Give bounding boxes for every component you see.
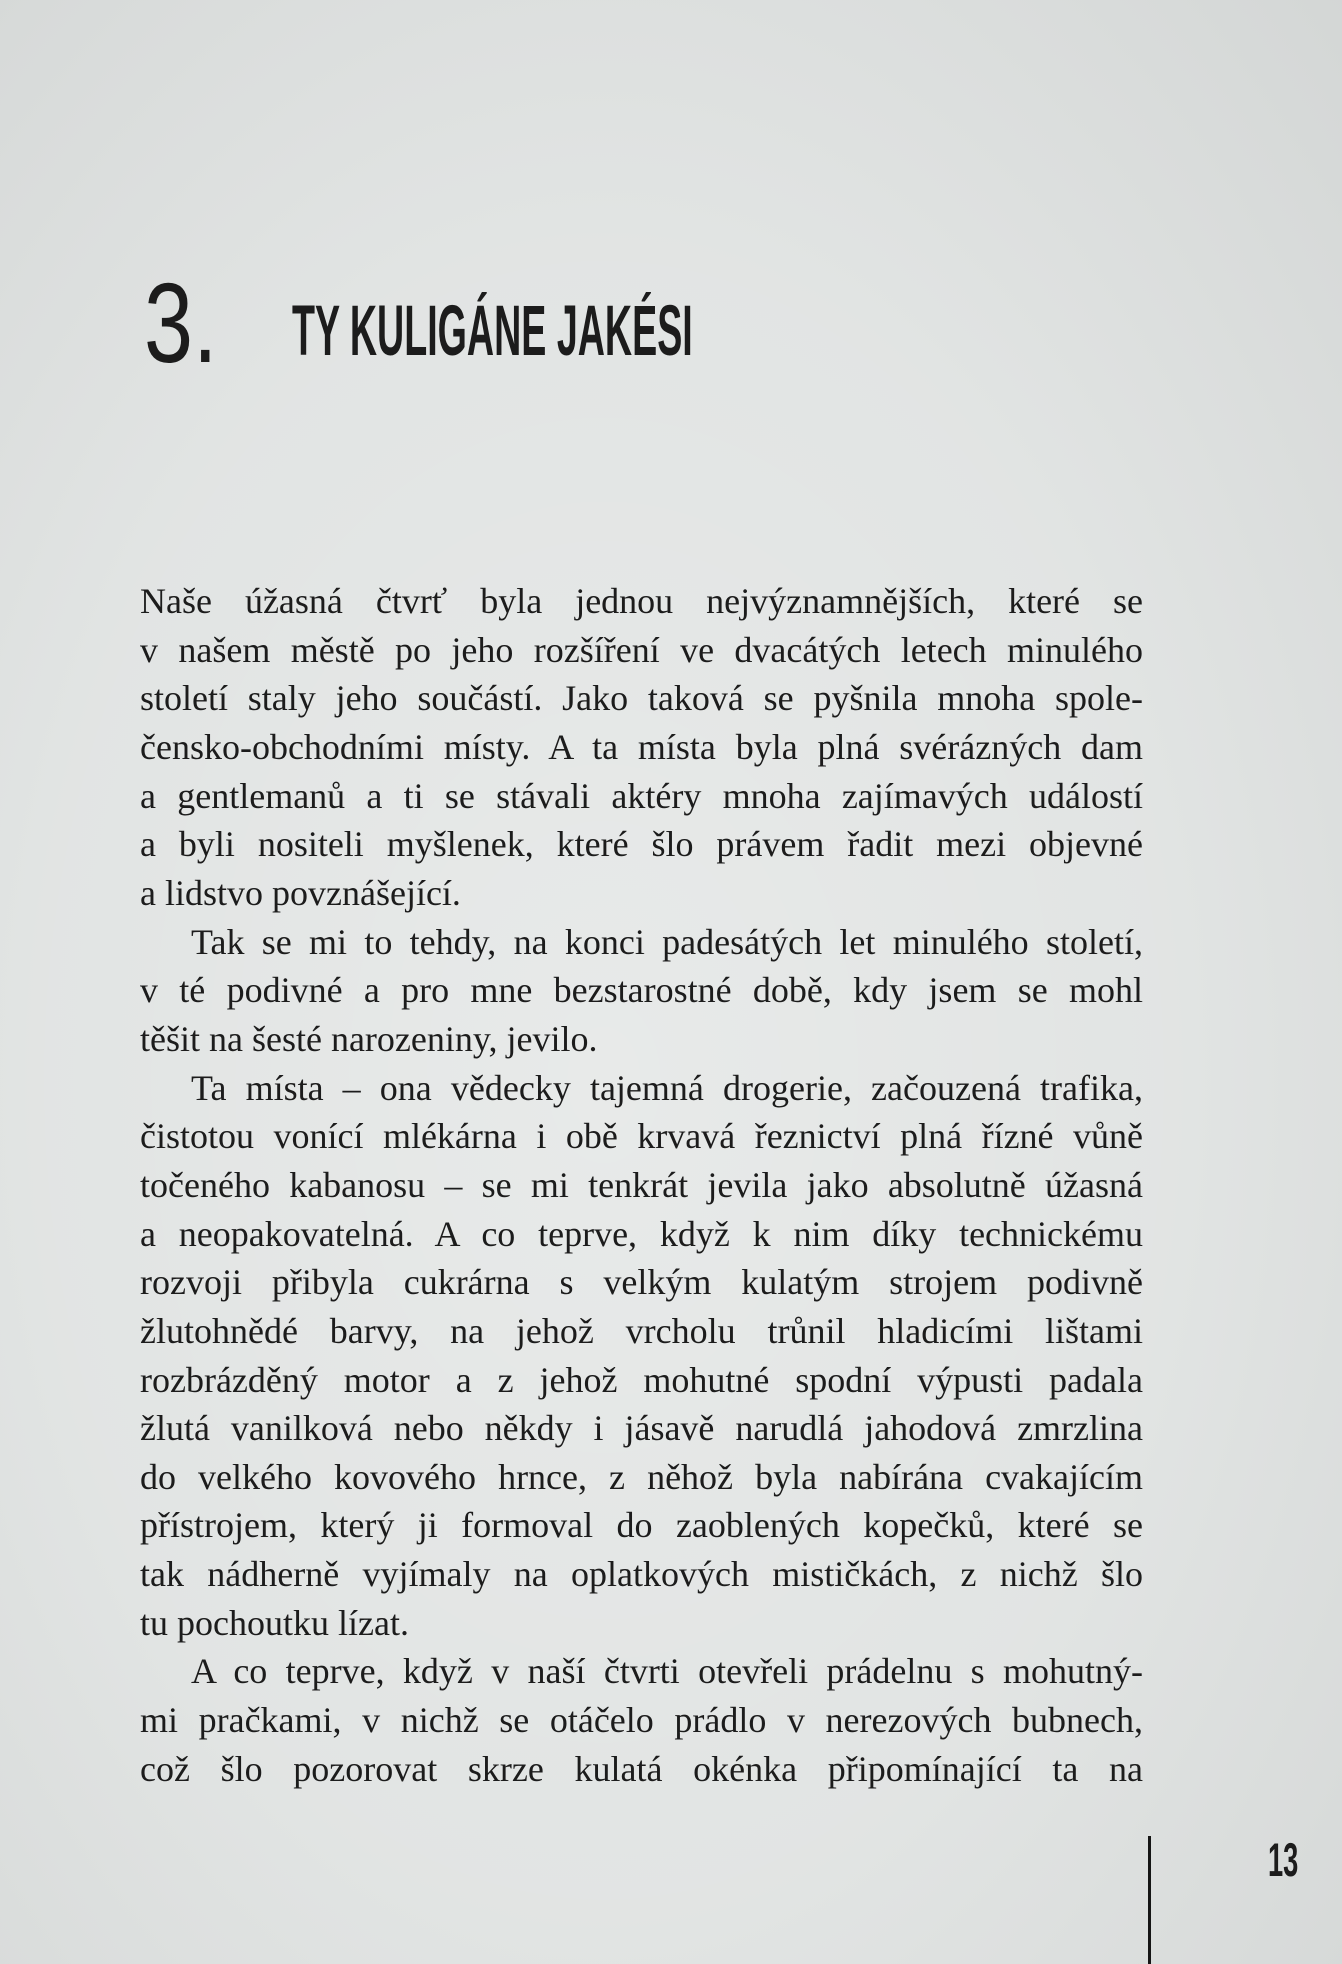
text-line: a neopakovatelná. A co teprve, když k nim díky technickému (140, 1213, 1143, 1254)
text-line: což šlo pozorovat skrze kulatá okénka připomínající ta na (140, 1748, 1143, 1789)
text-line: rozbrázděný motor a z jehož mohutné spodní výpusti padala (140, 1359, 1143, 1400)
chapter-title: TY KULIGÁNE JAKÉSI (292, 292, 693, 371)
text-line: a byli nositeli myšlenek, které šlo právem řadit mezi objevné (140, 824, 1143, 865)
text-line: žlutá vanilková nebo někdy i jásavě narudlá jahodová zmrzlina (140, 1408, 1143, 1449)
text-line: do velkého kovového hrnce, z něhož byla nabírána cvakajícím (140, 1456, 1143, 1497)
text-line: v našem městě po jeho rozšíření ve dvacátých letech minulého (140, 629, 1143, 670)
text-line: tak nádherně vyjímaly na oplatkových mističkách, z nichž šlo (140, 1554, 1143, 1595)
chapter-number: 3. (144, 260, 218, 386)
text-line: rozvoji přibyla cukrárna s velkým kulatým strojem podivně (140, 1262, 1143, 1303)
text-line: čistotou vonící mlékárna i obě krvavá řeznictví plná řízné vůně (140, 1116, 1143, 1157)
paragraph (140, 577, 1143, 918)
text-line: mi pračkami, v nichž se otáčelo prádlo v nerezových bubnech, (140, 1700, 1143, 1741)
paragraph (140, 918, 1143, 1064)
text-line: Naše úžasná čtvrť byla jednou nejvýznamnějších, které se (140, 581, 1143, 621)
page-number-rule (1148, 1836, 1151, 1964)
text-line: tu pochoutku lízat. (140, 1602, 409, 1643)
paragraph (140, 1064, 1143, 1648)
page-number: 13 (1268, 1833, 1299, 1886)
text-line: Tak se mi to tehdy, na konci padesátých let minulého století, (191, 921, 1143, 962)
paragraph (140, 1647, 1143, 1793)
text-line: čensko-obchodními místy. A ta místa byla plná svérázných dam (140, 726, 1143, 767)
text-line: a lidstvo povznášející. (140, 872, 461, 913)
text-line: století staly jeho součástí. Jako taková se pyšnila mnoha spole- (140, 678, 1143, 719)
text-line: točeného kabanosu – se mi tenkrát jevila jako absolutně úžasná (140, 1164, 1143, 1205)
text-line: těšit na šesté narozeniny, jevilo. (140, 1018, 598, 1059)
text-line: žlutohnědé barvy, na jehož vrcholu trůnil hladicími lištami (140, 1310, 1143, 1351)
text-line: a gentlemanů a ti se stávali aktéry mnoha zajímavých událostí (140, 775, 1143, 816)
text-line: přístrojem, který ji formoval do zaoblených kopečků, které se (140, 1505, 1143, 1546)
text-line: A co teprve, když v naší čtvrti otevřeli prádelnu s mohutný- (191, 1651, 1143, 1692)
text-line: v té podivné a pro mne bezstarostné době, kdy jsem se mohl (140, 970, 1143, 1011)
body-text (140, 577, 1143, 1793)
text-line: Ta místa – ona vědecky tajemná drogerie, začouzená trafika, (191, 1067, 1143, 1108)
